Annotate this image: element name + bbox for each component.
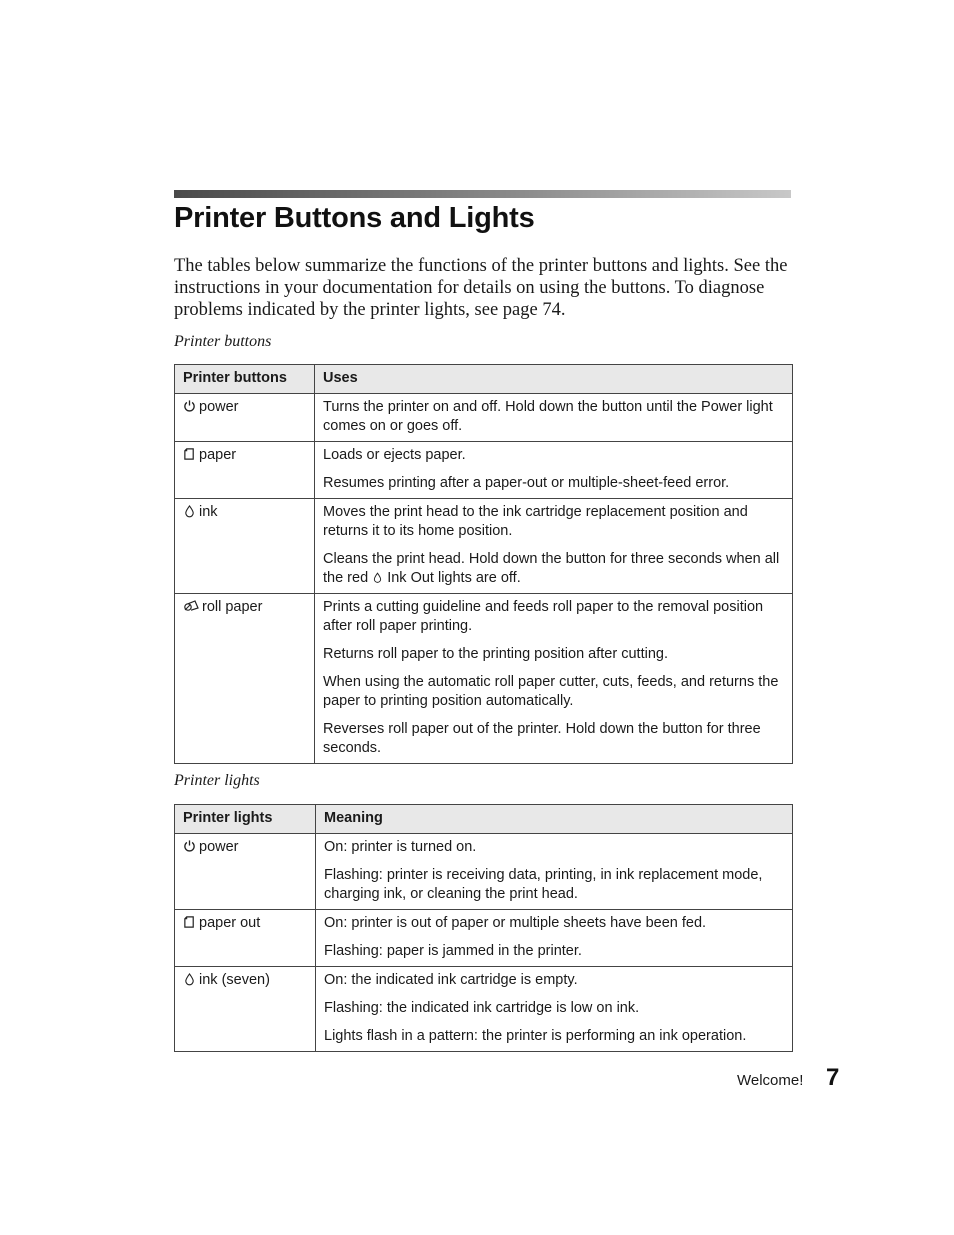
uses-cell [315,594,793,764]
meaning-cell [316,967,793,1052]
table-header-row [175,365,793,394]
paper-icon [183,915,196,929]
button-name-cell [175,394,315,442]
meaning-text: Flashing: printer is receiving data, printing, in ink replacement mode, charging ink, or cleaning the print head. [324,867,763,902]
button-label: ink [199,504,218,520]
light-name-cell [175,967,316,1052]
uses-text: Resumes printing after a paper-out or multiple-sheet-feed error. [323,475,730,491]
uses-cell [315,394,793,442]
footer-section-label: Welcome! [737,1072,804,1089]
meaning-text: On: printer is out of paper or multiple sheets have been fed. [324,915,707,931]
meaning-text: On: the indicated ink cartridge is empty. [324,972,578,988]
meaning-text: Flashing: the indicated ink cartridge is low on ink. [324,1000,640,1016]
uses-cell [315,499,793,594]
button-name-cell [175,442,315,499]
power-icon [183,839,196,853]
uses-text: Returns roll paper to the printing position after cutting. [323,646,668,662]
button-label: roll paper [202,599,263,615]
uses-text-with-icon: Cleans the print head. Hold down the button for three seconds when all the red Ink Out lights are off. [323,551,780,586]
table-row [175,594,793,764]
uses-cell [315,442,793,499]
ink-drop-icon [183,504,196,518]
meaning-cell [316,834,793,910]
uses-text: Prints a cutting guideline and feeds roll paper to the removal position after roll paper printing. [323,599,764,634]
paper-icon [183,447,196,461]
meaning-text: On: printer is turned on. [324,839,477,855]
column-header: Uses [315,365,793,394]
light-label: paper out [199,915,261,931]
buttons-table [174,364,793,764]
lights-table [174,804,793,1052]
table-row [175,442,793,499]
button-label: paper [199,447,237,463]
lights-table-caption: Printer lights [174,772,260,789]
ink-drop-icon [372,571,383,584]
uses-text: Reverses roll paper out of the printer. Hold down the button for three seconds. [323,721,761,756]
page-number: 7 [826,1064,840,1091]
uses-text: When using the automatic roll paper cutter, cuts, feeds, and returns the paper to printing position automatically. [323,674,779,709]
buttons-table-caption: Printer buttons [174,333,272,350]
light-label: ink (seven) [199,972,270,988]
table-row [175,834,793,910]
table-row [175,910,793,967]
page-title: Printer Buttons and Lights [174,202,535,234]
table-row [175,499,793,594]
column-header: Meaning [316,805,793,834]
button-name-cell [175,499,315,594]
meaning-text: Lights flash in a pattern: the printer is performing an ink operation. [324,1028,747,1044]
meaning-cell [316,910,793,967]
table-header-row [175,805,793,834]
ink-drop-icon [183,972,196,986]
uses-text: Moves the print head to the ink cartridge replacement position and returns it to its home position. [323,504,748,539]
roll-paper-icon [183,599,199,613]
column-header: Printer buttons [175,365,315,394]
section-rule [174,190,791,198]
uses-text: Turns the printer on and off. Hold down the button until the Power light comes on or goes off. [323,399,773,434]
light-name-cell [175,834,316,910]
power-icon [183,399,196,413]
meaning-text: Flashing: paper is jammed in the printer. [324,943,582,959]
button-label: power [199,399,239,415]
button-name-cell [175,594,315,764]
table-row [175,967,793,1052]
table-row [175,394,793,442]
light-name-cell [175,910,316,967]
intro-paragraph: The tables below summarize the functions of the printer buttons and lights. See the instructions in your documentation for details on using the buttons. To diagnose problems indicated by the printer lights, see page 74. [174,256,788,320]
uses-text: Loads or ejects paper. [323,447,466,463]
column-header: Printer lights [175,805,316,834]
light-label: power [199,839,239,855]
